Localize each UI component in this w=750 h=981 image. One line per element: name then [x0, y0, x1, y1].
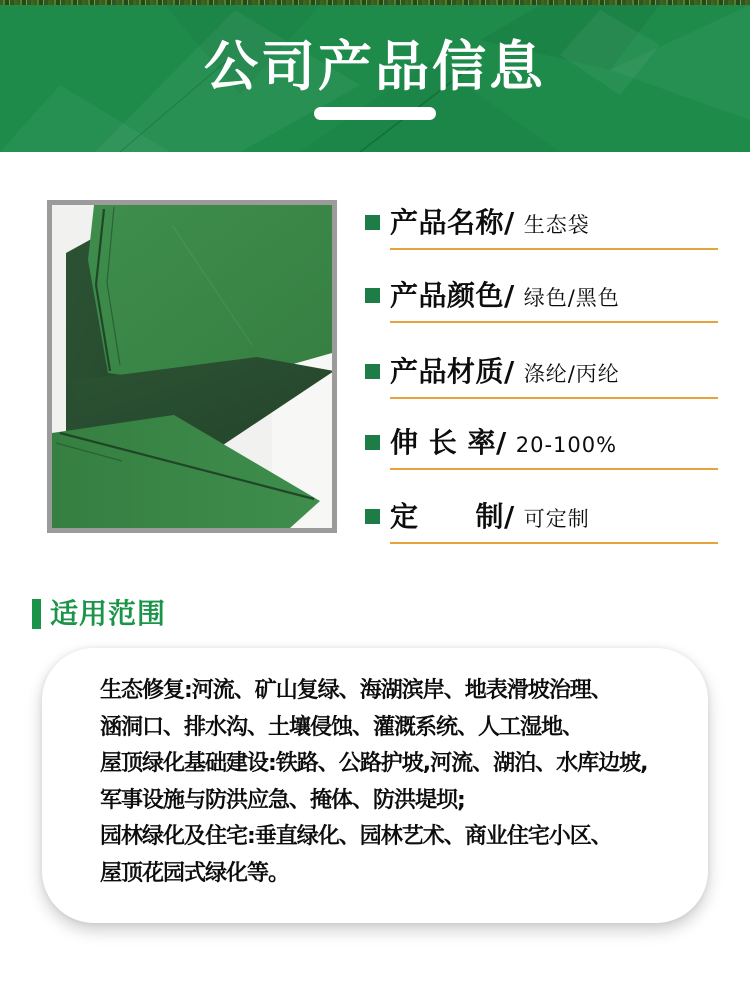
detail-value: 可定制	[523, 507, 590, 531]
scope-line: 涵洞口、排水沟、土壤侵蚀、灌溉系统、人工湿地、	[100, 714, 584, 740]
detail-value: 绿色/黑色	[523, 286, 620, 310]
bullet-square-icon	[365, 435, 380, 450]
header-banner	[0, 5, 750, 152]
title-underline-bar	[314, 107, 436, 120]
scope-line: 军事设施与防洪应急、掩体、防洪堤坝;	[100, 787, 465, 813]
detail-underline	[390, 321, 718, 323]
section-title: 适用范围	[50, 597, 167, 630]
bullet-square-icon	[365, 509, 380, 524]
section-accent-bar	[32, 599, 41, 629]
scope-line: 园林绿化及住宅:垂直绿化、园林艺术、商业住宅小区、	[100, 824, 612, 850]
bullet-square-icon	[365, 364, 380, 379]
detail-label: 产品材质/	[390, 355, 515, 388]
detail-label: 产品颜色/	[390, 279, 515, 312]
detail-value: 生态袋	[523, 213, 590, 237]
product-photo	[47, 200, 337, 533]
detail-label: 产品名称/	[390, 206, 515, 239]
detail-value: 涤纶/丙纶	[523, 362, 620, 386]
scope-line: 生态修复:河流、矿山复绿、海湖滨岸、地表滑坡治理、	[100, 678, 612, 703]
detail-label: 定 制/	[390, 500, 515, 533]
detail-underline	[390, 248, 718, 250]
detail-label: 伸 长 率/	[390, 426, 507, 459]
detail-underline	[390, 397, 718, 399]
bullet-square-icon	[365, 215, 380, 230]
detail-row-product-name	[365, 207, 718, 243]
detail-underline	[390, 542, 718, 544]
detail-value: 20-100%	[515, 433, 618, 457]
detail-underline	[390, 468, 718, 470]
detail-row-elongation	[365, 427, 718, 463]
detail-row-customization	[365, 501, 718, 537]
section-header-scope	[32, 597, 166, 631]
detail-row-product-color	[365, 280, 718, 316]
eco-bag-fabric-illustration	[52, 205, 332, 528]
scope-line: 屋顶绿化基础建设:铁路、公路护坡,河流、湖泊、水库边坡,	[100, 751, 648, 777]
page-title: 公司产品信息	[204, 35, 546, 98]
detail-row-product-material	[365, 356, 718, 392]
scope-description-box	[42, 648, 708, 923]
scope-line: 屋顶花园式绿化等。	[100, 860, 290, 886]
bullet-square-icon	[365, 288, 380, 303]
